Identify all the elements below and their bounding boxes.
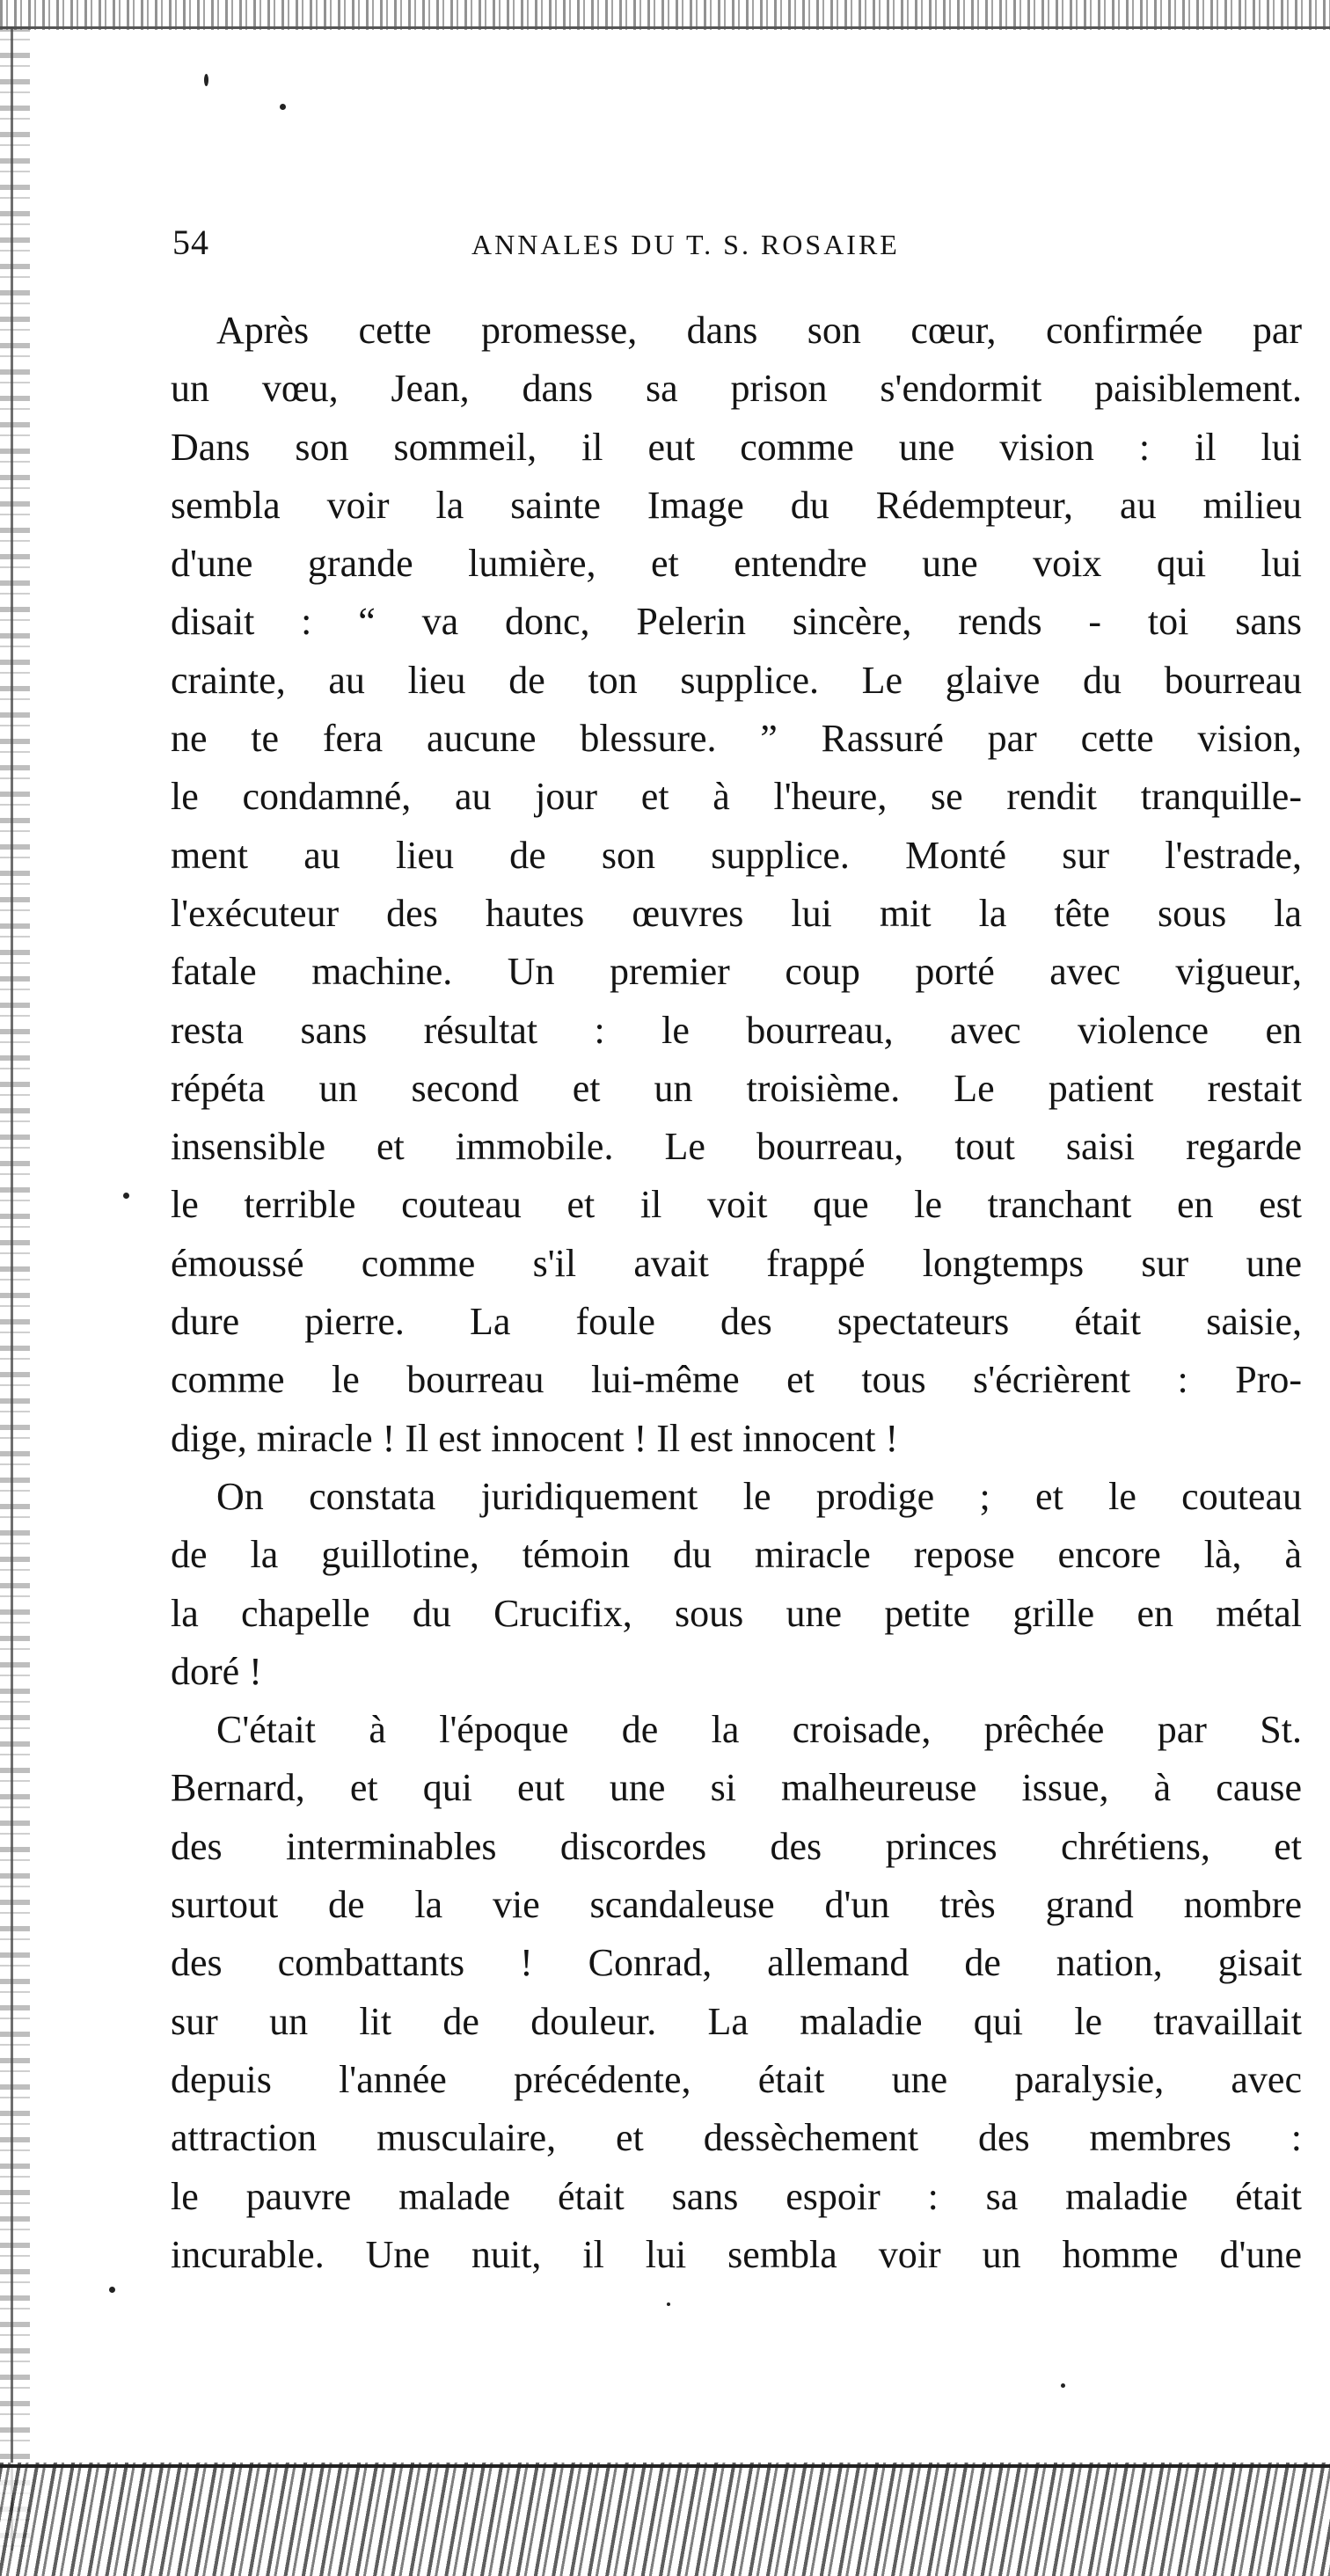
scan-left-edge — [0, 26, 30, 2550]
text-line: répéta un second et un troisième. Le patient restait — [171, 1066, 1302, 1110]
text-line: des combattants ! Conrad, allemand de nation, gisait — [171, 1941, 1302, 1985]
text-line: surtout de la vie scandaleuse d'un très grand nombre — [171, 1883, 1302, 1927]
text-line: des interminables discordes des princes chrétiens, et — [171, 1824, 1302, 1868]
text-line: fatale machine. Un premier coup porté avec vigueur, — [171, 950, 1302, 994]
text-line: émoussé comme s'il avait frappé longtemps sur une — [171, 1241, 1302, 1285]
text-line: disait : “ va donc, Pelerin sincère, rends - toi sans — [171, 600, 1302, 644]
text-line: de la guillotine, témoin du miracle repose encore là, à — [171, 1533, 1302, 1577]
text-line: dige, miracle ! Il est innocent ! Il est innocent ! — [171, 1416, 899, 1460]
text-line: l'exécuteur des hautes œuvres lui mit la tête sous la — [171, 891, 1302, 935]
text-line: Dans son sommeil, il eut comme une vision : il lui — [171, 425, 1302, 469]
text-line: On constata juridiquement le prodige ; et le couteau — [216, 1474, 1302, 1518]
text-line: depuis l'année précédente, était une paralysie, avec — [171, 2057, 1302, 2101]
scan-bottom-border — [0, 2464, 1330, 2468]
scan-speck — [204, 74, 208, 86]
text-line: incurable. Une nuit, il lui sembla voir un homme d'une — [171, 2232, 1302, 2276]
scan-speck — [280, 104, 286, 110]
text-line: un vœu, Jean, dans sa prison s'endormit paisiblement. — [171, 367, 1302, 411]
text-line: d'une grande lumière, et entendre une voix qui lui — [171, 542, 1302, 586]
text-line: attraction musculaire, et dessèchement des membres : — [171, 2116, 1302, 2160]
text-line: Bernard, et qui eut une si malheureuse issue, à cause — [171, 1766, 1302, 1810]
text-line: ne te fera aucune blessure. ” Rassuré par cette vision, — [171, 717, 1302, 761]
body-text — [171, 302, 1302, 2284]
scan-top-edge — [0, 0, 1330, 30]
scan-speck — [1061, 2383, 1065, 2388]
scan-speck — [109, 2287, 115, 2293]
text-line: insensible et immobile. Le bourreau, tout saisi regarde — [171, 1125, 1302, 1169]
text-line: Après cette promesse, dans son cœur, confirmée par — [216, 309, 1302, 352]
text-line: la chapelle du Crucifix, sous une petite grille en métal — [171, 1591, 1302, 1635]
text-line: doré ! — [171, 1649, 262, 1693]
text-line: comme le bourreau lui-même et tous s'écrièrent : Pro- — [171, 1358, 1302, 1402]
text-line: ment au lieu de son supplice. Monté sur l'estrade, — [171, 833, 1302, 877]
text-line: resta sans résultat : le bourreau, avec violence en — [171, 1008, 1302, 1052]
scan-speck — [123, 1193, 129, 1199]
text-line: le condamné, au jour et à l'heure, se rendit tranquille- — [171, 775, 1302, 819]
text-line: sembla voir la sainte Image du Rédempteur, au milieu — [171, 483, 1302, 527]
text-line: le pauvre malade était sans espoir : sa maladie était — [171, 2174, 1302, 2218]
text-line: crainte, au lieu de ton supplice. Le glaive du bourreau — [171, 658, 1302, 702]
scan-bottom-edge — [0, 2463, 1330, 2576]
running-title: ANNALES DU T. S. ROSAIRE — [471, 229, 900, 260]
scan-speck — [667, 2302, 670, 2306]
text-line: C'était à l'époque de la croisade, prêchée par St. — [216, 1708, 1302, 1752]
text-line: sur un lit de douleur. La maladie qui le travaillait — [171, 1999, 1302, 2043]
page-number: 54 — [172, 223, 209, 262]
scan-top-border — [0, 26, 1330, 29]
text-line: dure pierre. La foule des spectateurs était saisie, — [171, 1300, 1302, 1344]
text-line: le terrible couteau et il voit que le tranchant en est — [171, 1183, 1302, 1227]
scan-left-border — [11, 26, 13, 2550]
page-header — [172, 222, 1281, 274]
